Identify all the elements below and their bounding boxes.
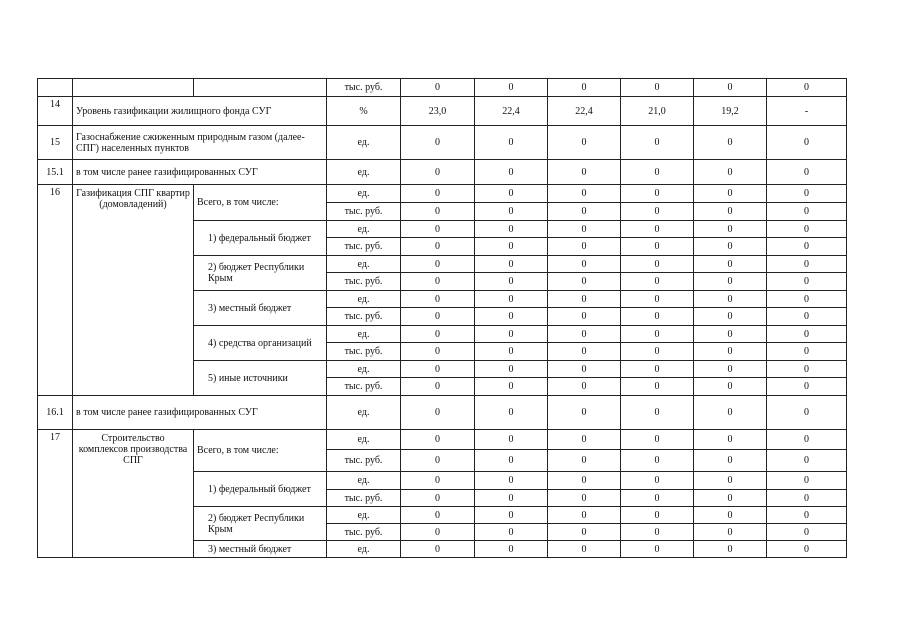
- value-cell: 0: [401, 291, 475, 308]
- value-cell: 0: [694, 238, 767, 256]
- value-cell: 0: [475, 185, 548, 203]
- value-cell: 0: [401, 541, 475, 558]
- unit-cell: тыс. руб.: [327, 490, 401, 507]
- table-row: [38, 185, 847, 203]
- value-cell: 0: [621, 430, 694, 450]
- value-cell: 0: [548, 396, 621, 430]
- value-cell: 0: [767, 541, 847, 558]
- value-cell: 0: [401, 396, 475, 430]
- value-cell: 0: [767, 126, 847, 160]
- value-cell: 0: [694, 472, 767, 490]
- value-cell: 0: [694, 396, 767, 430]
- row-number-cell: 15: [38, 126, 73, 160]
- value-cell: 0: [548, 185, 621, 203]
- value-cell: 0: [548, 308, 621, 326]
- value-cell: 0: [475, 524, 548, 541]
- unit-cell: тыс. руб.: [327, 343, 401, 361]
- value-cell: 0: [475, 221, 548, 238]
- value-cell: 0: [694, 378, 767, 396]
- value-cell: 0: [401, 238, 475, 256]
- unit-cell: тыс. руб.: [327, 308, 401, 326]
- table-row: [38, 126, 847, 160]
- value-cell: 0: [401, 507, 475, 524]
- value-cell: 0: [401, 308, 475, 326]
- value-cell: 0: [475, 79, 548, 97]
- unit-cell: ед.: [327, 326, 401, 343]
- unit-cell: ед.: [327, 396, 401, 430]
- value-cell: 0: [401, 221, 475, 238]
- value-cell: 21,0: [621, 97, 694, 126]
- value-cell: 0: [475, 126, 548, 160]
- value-cell: 0: [475, 396, 548, 430]
- value-cell: 0: [621, 256, 694, 273]
- value-cell: 0: [621, 326, 694, 343]
- value-cell: 0: [767, 256, 847, 273]
- value-cell: 0: [475, 343, 548, 361]
- value-cell: 0: [548, 291, 621, 308]
- unit-cell: %: [327, 97, 401, 126]
- value-cell: 0: [767, 79, 847, 97]
- value-cell: 0: [621, 361, 694, 378]
- value-cell: 0: [401, 430, 475, 450]
- value-cell: 0: [694, 291, 767, 308]
- value-cell: 0: [621, 450, 694, 472]
- value-cell: 0: [548, 541, 621, 558]
- value-cell: 0: [548, 450, 621, 472]
- value-cell: 0: [548, 126, 621, 160]
- value-cell: 0: [401, 273, 475, 291]
- value-cell: 0: [475, 326, 548, 343]
- value-cell: 0: [621, 378, 694, 396]
- row-number-cell: [38, 79, 73, 97]
- value-cell: 0: [401, 185, 475, 203]
- row-number-cell: 17: [38, 430, 73, 558]
- value-cell: 0: [694, 326, 767, 343]
- unit-cell: тыс. руб.: [327, 378, 401, 396]
- value-cell: 0: [548, 378, 621, 396]
- value-cell: 0: [767, 185, 847, 203]
- value-cell: 0: [548, 238, 621, 256]
- value-cell: 0: [548, 221, 621, 238]
- value-cell: 0: [694, 524, 767, 541]
- unit-cell: ед.: [327, 472, 401, 490]
- value-cell: 0: [694, 221, 767, 238]
- value-cell: 0: [694, 273, 767, 291]
- value-cell: 0: [548, 203, 621, 221]
- label-cell: Газоснабжение сжиженным природным газом (далее-СПГ) населенных пунктов: [73, 126, 327, 160]
- value-cell: 0: [548, 160, 621, 185]
- value-cell: 22,4: [548, 97, 621, 126]
- value-cell: 0: [694, 541, 767, 558]
- value-cell: 0: [548, 507, 621, 524]
- value-cell: 0: [767, 238, 847, 256]
- value-cell: 0: [548, 524, 621, 541]
- value-cell: 0: [475, 160, 548, 185]
- sub-label-cell: 1) федеральный бюджет: [194, 472, 327, 507]
- value-cell: 0: [767, 430, 847, 450]
- value-cell: 0: [621, 273, 694, 291]
- sub-label-cell: 3) местный бюджет: [194, 541, 327, 558]
- value-cell: 0: [401, 256, 475, 273]
- value-cell: 0: [548, 361, 621, 378]
- value-cell: 0: [694, 79, 767, 97]
- value-cell: 0: [767, 507, 847, 524]
- value-cell: 0: [767, 291, 847, 308]
- value-cell: 0: [621, 343, 694, 361]
- unit-cell: тыс. руб.: [327, 450, 401, 472]
- value-cell: 0: [694, 185, 767, 203]
- value-cell: 0: [548, 490, 621, 507]
- value-cell: 0: [767, 490, 847, 507]
- value-cell: 0: [767, 361, 847, 378]
- value-cell: 0: [621, 524, 694, 541]
- value-cell: 0: [694, 203, 767, 221]
- table-row: [38, 430, 847, 450]
- value-cell: 0: [767, 221, 847, 238]
- value-cell: 0: [401, 524, 475, 541]
- value-cell: 0: [621, 185, 694, 203]
- value-cell: 0: [767, 308, 847, 326]
- gasification-table: [37, 78, 847, 558]
- value-cell: 0: [475, 450, 548, 472]
- value-cell: 0: [621, 221, 694, 238]
- value-cell: 0: [401, 378, 475, 396]
- sub-label-cell: 2) бюджет Республики Крым: [194, 256, 327, 291]
- sub-label-cell: 2) бюджет Республики Крым: [194, 507, 327, 541]
- value-cell: 0: [621, 490, 694, 507]
- value-cell: 0: [401, 490, 475, 507]
- row-number-cell: 16.1: [38, 396, 73, 430]
- value-cell: 0: [548, 430, 621, 450]
- value-cell: 0: [401, 203, 475, 221]
- value-cell: 0: [401, 160, 475, 185]
- value-cell: 0: [621, 160, 694, 185]
- value-cell: 22,4: [475, 97, 548, 126]
- value-cell: 0: [621, 238, 694, 256]
- value-cell: 0: [767, 450, 847, 472]
- value-cell: 0: [475, 541, 548, 558]
- unit-cell: тыс. руб.: [327, 273, 401, 291]
- value-cell: 0: [475, 472, 548, 490]
- table-row: [38, 79, 847, 97]
- value-cell: 0: [767, 396, 847, 430]
- unit-cell: ед.: [327, 361, 401, 378]
- value-cell: 0: [548, 256, 621, 273]
- value-cell: 0: [694, 361, 767, 378]
- value-cell: 0: [475, 308, 548, 326]
- value-cell: 0: [475, 291, 548, 308]
- value-cell: 0: [475, 490, 548, 507]
- value-cell: 0: [548, 273, 621, 291]
- sub-label-cell: 1) федеральный бюджет: [194, 221, 327, 256]
- value-cell: 0: [621, 203, 694, 221]
- value-cell: 0: [621, 308, 694, 326]
- sub-label-cell: 5) иные источники: [194, 361, 327, 396]
- value-cell: 0: [475, 507, 548, 524]
- value-cell: 0: [694, 160, 767, 185]
- value-cell: 0: [694, 450, 767, 472]
- value-cell: 0: [767, 160, 847, 185]
- value-cell: 0: [621, 472, 694, 490]
- unit-cell: ед.: [327, 185, 401, 203]
- row-number-cell: 16: [38, 185, 73, 396]
- value-cell: 0: [548, 343, 621, 361]
- value-cell: 19,2: [694, 97, 767, 126]
- sub-label-cell: [194, 79, 327, 97]
- value-cell: 0: [401, 450, 475, 472]
- unit-cell: ед.: [327, 160, 401, 185]
- value-cell: 0: [401, 343, 475, 361]
- value-cell: 0: [475, 273, 548, 291]
- unit-cell: ед.: [327, 126, 401, 160]
- value-cell: 0: [401, 79, 475, 97]
- sub-label-cell: Всего, в том числе:: [194, 185, 327, 221]
- value-cell: 0: [401, 472, 475, 490]
- label-cell: Газификация СПГ квартир (домовладений): [73, 185, 194, 396]
- value-cell: 23,0: [401, 97, 475, 126]
- unit-cell: ед.: [327, 430, 401, 450]
- label-cell: Уровень газификации жилищного фонда СУГ: [73, 97, 327, 126]
- row-number-cell: 15.1: [38, 160, 73, 185]
- value-cell: 0: [767, 203, 847, 221]
- value-cell: 0: [475, 203, 548, 221]
- value-cell: 0: [621, 507, 694, 524]
- value-cell: 0: [694, 256, 767, 273]
- value-cell: 0: [694, 490, 767, 507]
- sub-label-cell: 4) средства организаций: [194, 326, 327, 361]
- table-body: [38, 79, 847, 558]
- label-cell: [73, 79, 194, 97]
- value-cell: 0: [694, 343, 767, 361]
- table-row: [38, 160, 847, 185]
- value-cell: 0: [401, 361, 475, 378]
- row-number-cell: 14: [38, 97, 73, 126]
- unit-cell: тыс. руб.: [327, 238, 401, 256]
- value-cell: 0: [548, 79, 621, 97]
- unit-cell: тыс. руб.: [327, 79, 401, 97]
- value-cell: 0: [475, 378, 548, 396]
- label-cell: Строительство комплексов производства СПГ: [73, 430, 194, 558]
- unit-cell: ед.: [327, 221, 401, 238]
- value-cell: 0: [767, 273, 847, 291]
- unit-cell: тыс. руб.: [327, 203, 401, 221]
- sub-label-cell: Всего, в том числе:: [194, 430, 327, 472]
- unit-cell: ед.: [327, 507, 401, 524]
- value-cell: 0: [621, 396, 694, 430]
- value-cell: 0: [548, 326, 621, 343]
- value-cell: -: [767, 97, 847, 126]
- value-cell: 0: [475, 430, 548, 450]
- value-cell: 0: [694, 430, 767, 450]
- value-cell: 0: [767, 378, 847, 396]
- value-cell: 0: [475, 256, 548, 273]
- table-row: [38, 97, 847, 126]
- value-cell: 0: [767, 524, 847, 541]
- value-cell: 0: [475, 238, 548, 256]
- label-cell: в том числе ранее газифицированных СУГ: [73, 396, 327, 430]
- value-cell: 0: [548, 472, 621, 490]
- label-cell: в том числе ранее газифицированных СУГ: [73, 160, 327, 185]
- value-cell: 0: [475, 361, 548, 378]
- value-cell: 0: [621, 79, 694, 97]
- table-row: [38, 396, 847, 430]
- value-cell: 0: [767, 326, 847, 343]
- value-cell: 0: [694, 308, 767, 326]
- unit-cell: тыс. руб.: [327, 524, 401, 541]
- value-cell: 0: [767, 343, 847, 361]
- value-cell: 0: [767, 472, 847, 490]
- value-cell: 0: [621, 291, 694, 308]
- value-cell: 0: [621, 126, 694, 160]
- value-cell: 0: [621, 541, 694, 558]
- value-cell: 0: [694, 507, 767, 524]
- sub-label-cell: 3) местный бюджет: [194, 291, 327, 326]
- value-cell: 0: [401, 326, 475, 343]
- unit-cell: ед.: [327, 291, 401, 308]
- unit-cell: ед.: [327, 541, 401, 558]
- value-cell: 0: [694, 126, 767, 160]
- unit-cell: ед.: [327, 256, 401, 273]
- value-cell: 0: [401, 126, 475, 160]
